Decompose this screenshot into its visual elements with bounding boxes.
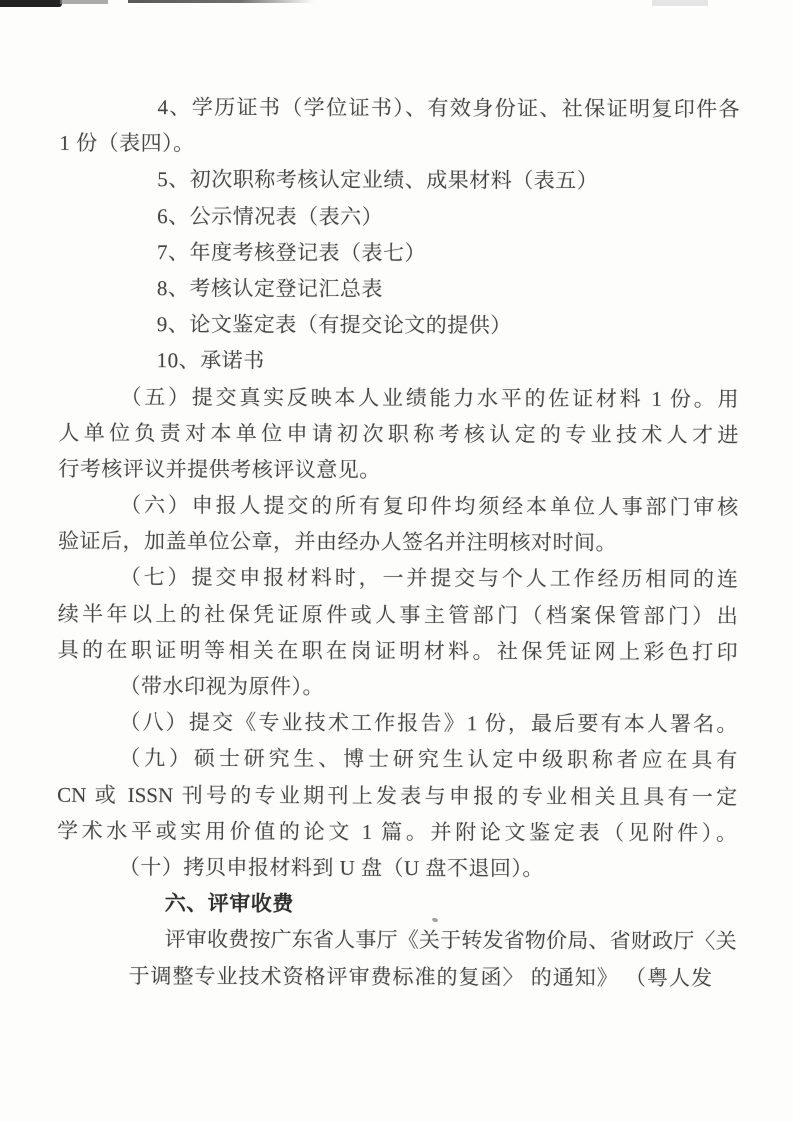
text-line: 人单位负责对本单位申请初次职称考核认定的专业技术人才进 bbox=[58, 420, 739, 447]
text-line: 学术水平或实用价值的论文 1 篇。并附论文鉴定表（见附件）。 bbox=[56, 818, 738, 845]
text-line: 评审收费按广东省人事厅《关于转发省物价局、省财政厅〈关 bbox=[164, 927, 737, 954]
text-line: （五）提交真实反映本人业绩能力水平的佐证材料 1 份。用 bbox=[120, 384, 739, 411]
text-line: （带水印视为原件）。 bbox=[119, 674, 325, 699]
scan-artifact-corner bbox=[0, 0, 62, 7]
text-line: 6、公示情况表（表六） bbox=[157, 203, 384, 229]
text-line: 5、初次职称考核认定业绩、成果材料（表五） bbox=[157, 167, 599, 194]
text-line: （九）硕士研究生、博士研究生认定中级职称者应在具有 bbox=[119, 746, 738, 773]
text-line: 1 份（表四）。 bbox=[59, 131, 195, 156]
text-line: 验证后，加盖单位公章，并由经办人签名并注明核对时间。 bbox=[57, 529, 618, 556]
text-line: 10、承诺书 bbox=[156, 348, 265, 373]
scan-artifact-line bbox=[128, 0, 314, 3]
text-line: 7、年度考核登记表（表七） bbox=[156, 239, 427, 265]
text-line: （七）提交申报材料时，一并提交与个人工作经历相同的连 bbox=[119, 565, 738, 592]
text-line: （六）申报人提交的所有复印件均须经本单位人事部门审核 bbox=[120, 493, 739, 520]
text-line: CN 或 ISSN 刊号的专业期刊上发表与申报的专业相关且具有一定 bbox=[57, 782, 738, 809]
text-line: 具的在职证明等相关在职在岗证明材料。社保凭证网上彩色打印 bbox=[57, 637, 738, 664]
text-line: 续半年以上的社保凭证原件或人事主管部门（档案保管部门）出 bbox=[57, 601, 738, 628]
text-line: 9、论文鉴定表（有提交论文的提供） bbox=[156, 312, 512, 338]
text-line: （八）提交《专业技术工作报告》1 份，最后要有本人署名。 bbox=[119, 710, 738, 737]
text-line: 于调整专业技术资格评审费标准的复函〉 的通知》 （粤人发 bbox=[128, 963, 714, 990]
text-line: 行考核评议并提供考核评议意见。 bbox=[58, 456, 381, 482]
text-line: 8、考核认定登记汇总表 bbox=[156, 276, 383, 301]
text-line: 4、学历证书（学位证书）、有效身份证、社保证明复印件各 bbox=[157, 95, 740, 122]
scan-artifact-segment bbox=[60, 0, 108, 4]
document-text-block bbox=[56, 89, 739, 996]
section-heading: 六、评审收费 bbox=[164, 891, 294, 916]
scan-artifact-faint-patch bbox=[652, 0, 708, 6]
text-line: （十）拷贝申报材料到 U 盘（U 盘不退回）。 bbox=[118, 854, 544, 881]
